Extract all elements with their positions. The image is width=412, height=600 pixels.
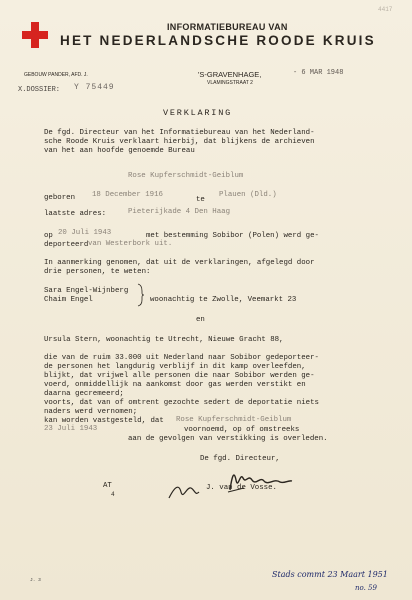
- bracket-icon: [137, 283, 145, 307]
- deport-date: 20 Juli 1943: [58, 229, 112, 237]
- dossier-number: Y 75449: [74, 83, 115, 92]
- born-te: te: [196, 196, 205, 204]
- deport-text1: met bestemming Sobibor (Polen) werd ge-: [146, 232, 319, 240]
- deport-text2: deporteerd: [44, 241, 89, 249]
- conclusion-line2: aan de gevolgen van verstikking is overleden.: [128, 435, 328, 443]
- born-date: 18 December 1916: [92, 191, 163, 199]
- red-cross-logo: [22, 22, 48, 48]
- consideration-line: In aanmerking genomen, dat uit de verklaringen, afgelegd door: [44, 259, 315, 267]
- intro-line: sche Roode Kruis verklaart hierbij, dat blijkens de archieven: [44, 138, 315, 146]
- building-label: GEBOUW PANDER, AFD. J.: [24, 72, 88, 78]
- body-line: naders werd vernomen;: [44, 408, 138, 416]
- witness-line: Sara Engel-Wijnberg: [44, 287, 129, 295]
- body-line: voerd, onmiddellijk na aankomst door gas werden verstikt en: [44, 381, 306, 389]
- last-address-label: laatste adres:: [44, 210, 107, 218]
- witness-line: Ursula Stern, woonachtig te Utrecht, Nieuwe Gracht 88,: [44, 336, 284, 344]
- city-label: 'S-GRAVENHAGE,: [198, 70, 262, 79]
- date-stamp: - 6 MAR 1948: [293, 69, 344, 77]
- witness-line: woonachtig te Zwolle, Veemarkt 23: [150, 296, 297, 304]
- at-label: AT: [103, 482, 112, 490]
- body-line: kan worden vastgesteld, dat: [44, 417, 164, 425]
- body-line: voorts, dat van of omtrent gezochte sedert de deportatie niets: [44, 399, 319, 407]
- handwritten-note: Stads commt 23 Maart 1951: [272, 570, 388, 579]
- person-name: Rose Kupferschmidt-Geiblum: [128, 172, 244, 180]
- at-number: 4: [111, 491, 115, 498]
- body-line: de personen het langdurig verblijf in dit kamp overleefden,: [44, 363, 306, 371]
- last-address-value: Pieterijkade 4 Den Haag: [128, 208, 231, 216]
- born-place: Plauen (Dld.): [219, 191, 277, 199]
- handwritten-note-number: no. 59: [355, 584, 377, 592]
- conclusion-name: Rose Kupferschmidt-Geiblum: [176, 416, 292, 424]
- consideration-line: drie personen, te weten:: [44, 268, 151, 276]
- witness-line: en: [196, 316, 205, 324]
- letterhead-line1: INFORMATIEBUREAU VAN: [167, 22, 288, 32]
- corner-number: 4417: [378, 6, 393, 13]
- body-line: blijkt, dat vrijwel alle personen die naar Sobibor werden ge-: [44, 372, 315, 380]
- deport-van: van Westerbork uit.: [88, 240, 173, 248]
- dossier-prefix: X.DOSSIER:: [18, 86, 61, 94]
- conclusion-date: 23 Juli 1943: [44, 425, 98, 433]
- conclusion-line1: voornoemd, op of omstreeks: [184, 426, 300, 434]
- footer-code: J. 3: [30, 578, 41, 583]
- street-label: VLAMINGSTRAAT 2: [207, 80, 253, 86]
- document-title: VERKLARING: [163, 108, 233, 118]
- witness-line: Chaim Engel: [44, 296, 93, 304]
- intro-line: De fgd. Directeur van het Informatiebureau van het Nederland-: [44, 129, 315, 137]
- initials-scrawl-icon: [165, 480, 201, 502]
- intro-line: van het aan hoofde genoemde Bureau: [44, 147, 195, 155]
- signatory-name: J. van de Vosse.: [206, 484, 277, 492]
- signature-title: De fgd. Directeur,: [200, 455, 280, 463]
- letterhead-line2: HET NEDERLANDSCHE ROODE KRUIS: [60, 33, 376, 48]
- deport-op: op: [44, 232, 53, 240]
- body-line: daarna gecremeerd;: [44, 390, 124, 398]
- body-line: die van de ruim 33.000 uit Nederland naar Sobibor gedeporteer-: [44, 354, 319, 362]
- born-label: geboren: [44, 194, 76, 202]
